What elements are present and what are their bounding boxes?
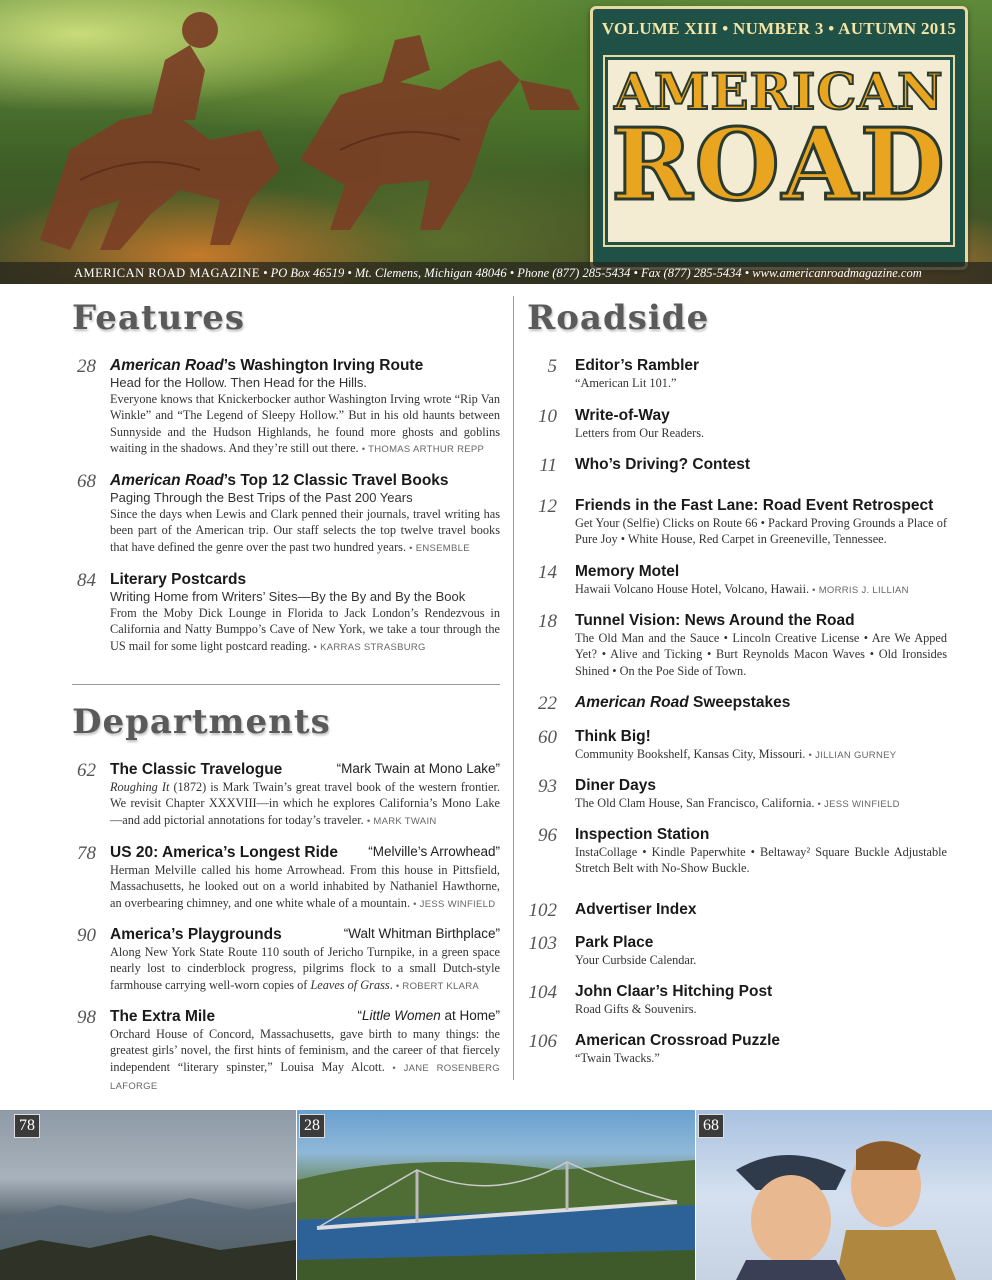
roadside-description: Letters from Our Readers. [575, 426, 705, 440]
roadside-item[interactable] [527, 611, 947, 679]
lewis-clark-caricature-image [696, 1110, 992, 1280]
page-number: 14 [538, 562, 557, 583]
page-number: 60 [538, 727, 557, 748]
roadside-item[interactable] [527, 496, 947, 548]
roadside-title: Memory Motel [575, 563, 680, 580]
brand-name-top: AMERICAN [614, 62, 944, 121]
feature-credit: • ENSEMBLE [409, 542, 470, 554]
photo-page-badge: 28 [299, 1114, 325, 1138]
feature-title: American Road’s Top 12 Classic Travel Books [110, 472, 449, 489]
department-description: Along New York State Route 110 south of Jericho Turnpike, in a green space nearly lost to cinderblock progress, pilgrims flock to a small Dutch-style farmhouse carrying well-worn copies of Leaves of Grass. • ROBERT KLARA [110, 945, 500, 992]
department-title: The Classic Travelogue [110, 761, 283, 778]
horseman-sculpture-image [0, 0, 600, 262]
page-number: 104 [528, 982, 557, 1003]
photo-page-badge: 78 [14, 1114, 40, 1138]
roadside-description: InstaCollage • Kindle Paperwhite • Beltaway² Square Buckle Adjustable Stretch Belt with No-Show Buckle. [575, 845, 947, 876]
feature-credit: • THOMAS ARTHUR REPP [361, 444, 485, 456]
photo-lewis-clark-illustration[interactable] [696, 1110, 992, 1280]
page-number: 106 [528, 1031, 557, 1052]
feature-description: From the Moby Dick Lounge in Florida to Jack London’s Rendezvous in California and Natty Bumppo’s Cave of New York, we take a tour through the US mail for some light postcard reading. • KARRAS STRASBURG [110, 606, 500, 653]
page-number: 12 [538, 496, 557, 517]
roadside-title: Editor’s Rambler [575, 357, 700, 374]
roadside-description: Get Your (Selfie) Clicks on Route 66 • Packard Proving Grounds a Place of Pure Joy • White House, Red Carpet in Greeneville, Tennessee. [575, 516, 947, 547]
feature-subtitle: Paging Through the Best Trips of the Past 200 Years [110, 490, 413, 505]
roadside-description: Community Bookshelf, Kansas City, Missouri. • JILLIAN GURNEY [575, 747, 897, 761]
address-brand: AMERICAN ROAD MAGAZINE [74, 266, 260, 280]
roadside-item[interactable] [527, 1031, 947, 1066]
masthead [590, 6, 968, 270]
roadside-description: “American Lit 101.” [575, 376, 677, 390]
feature-description: Everyone knows that Knickerbocker author Washington Irving wrote “Rip Van Winkle” and “The Legend of Sleepy Hollow.” But in his old haunts between Sunnyside and the Hudson Highlands, he found more ghosts and goblins waiting in the shadows. And they’re still out there. • THOMAS ARTHUR REPP [110, 392, 500, 456]
roadside-title: American Crossroad Puzzle [575, 1032, 781, 1049]
roadside-item[interactable] [527, 693, 947, 712]
roadside-title: Inspection Station [575, 826, 710, 843]
mountain-silhouette-image [0, 1110, 296, 1280]
roadside-item[interactable] [527, 825, 947, 877]
photo-mountains[interactable] [0, 1110, 296, 1280]
roadside-title: Write-of-Way [575, 407, 670, 424]
cover-header [0, 0, 992, 284]
feature-item[interactable] [72, 570, 500, 656]
page-number: 102 [528, 900, 557, 921]
issue-volume: VOLUME XIII • NUMBER 3 • AUTUMN 2015 [601, 19, 957, 38]
features-heading: Features [72, 298, 246, 338]
bridge-river-image [297, 1110, 695, 1280]
page-number: 96 [538, 825, 557, 846]
roadside-credit: • JILLIAN GURNEY [808, 750, 897, 761]
roadside-title: Friends in the Fast Lane: Road Event Retrospect [575, 497, 934, 514]
roadside-item[interactable] [527, 982, 947, 1017]
page-number: 5 [547, 356, 557, 377]
section-divider [72, 684, 500, 685]
feature-item[interactable] [72, 471, 500, 557]
feature-subtitle: Writing Home from Writers’ Sites—By the By and By the Book [110, 589, 466, 604]
department-tag: “Melville’s Arrowhead” [368, 844, 500, 859]
page-number: 84 [77, 570, 96, 591]
roadside-title: Who’s Driving? Contest [575, 456, 751, 473]
column-divider [513, 296, 514, 1080]
page-number: 103 [528, 933, 557, 954]
department-tag: “Mark Twain at Mono Lake” [336, 761, 500, 776]
department-description: Orchard House of Concord, Massachusetts, gave birth to many things: the greatest girls’ novel, the first hints of feminism, and the career of that fiercely independent “literary spinster,” Louisa May Alcott. • JANE ROSENBERG LAFORGE [110, 1027, 500, 1093]
page-number: 18 [538, 611, 557, 632]
left-column [72, 298, 501, 1093]
department-description: Roughing It (1872) is Mark Twain’s great travel book of the western frontier. We revisit Chapter XXXVIII—in which he explores California’s Mono Lake—and add pictorial annotations for today’s traveler. • MARK TWAIN [110, 780, 501, 827]
roadside-item[interactable] [527, 727, 947, 764]
department-item[interactable] [72, 843, 500, 913]
department-item[interactable] [72, 925, 500, 995]
photo-bridge[interactable] [297, 1110, 695, 1280]
roadside-description: Your Curbside Calendar. [575, 953, 697, 967]
roadside-description: The Old Clam House, San Francisco, California. • JESS WINFIELD [575, 796, 900, 810]
department-title: The Extra Mile [110, 1008, 216, 1025]
roadside-item[interactable] [527, 356, 947, 391]
right-column [527, 298, 947, 1065]
page-number: 62 [77, 760, 96, 781]
roadside-title: John Claar’s Hitching Post [575, 983, 773, 1000]
brand-name-bottom: ROAD [611, 108, 947, 223]
roadside-description: “Twain Twacks.” [575, 1051, 660, 1065]
department-credit: • JANE ROSENBERG LAFORGE [110, 1062, 500, 1093]
roadside-credit: • JESS WINFIELD [817, 799, 900, 810]
feature-subtitle: Head for the Hollow. Then Head for the Hills. [110, 375, 368, 390]
roadside-description: The Old Man and the Sauce • Lincoln Creative License • Are We Apped Yet? • Alive and Ticking • Burt Reynolds Macon Waves • Old Ironsides Shined • On the Poe Side of Town. [575, 631, 947, 678]
roadside-item[interactable] [527, 900, 947, 919]
roadside-title: American Road Sweepstakes [575, 694, 791, 711]
photo-page-badge: 68 [698, 1114, 724, 1138]
feature-description: Since the days when Lewis and Clark penned their journals, travel writing has been part of the American trip. Our staff selects the top twelve travel books that have defined the genre over the past two hundred years. • ENSEMBLE [110, 507, 500, 554]
roadside-description: Road Gifts & Souvenirs. [575, 1002, 697, 1016]
page-number: 22 [538, 693, 557, 714]
roadside-item[interactable] [527, 776, 947, 813]
roadside-title: Advertiser Index [575, 901, 697, 918]
page-number: 68 [77, 471, 96, 492]
department-tag: “Little Women at Home” [357, 1008, 500, 1023]
roadside-credit: • MORRIS J. LILLIAN [812, 585, 909, 596]
roadside-title: Tunnel Vision: News Around the Road [575, 612, 855, 629]
department-credit: • JESS WINFIELD [413, 898, 496, 910]
department-description: Herman Melville called his home Arrowhead. From this house in Pittsfield, Massachusetts, he looked out on a world inhabited by Nathaniel Hawthorne, an overbearing chimney, and one white whale of a mountain. • JESS WINFIELD [110, 863, 500, 910]
roadside-item[interactable] [527, 933, 947, 968]
roadside-title: Park Place [575, 934, 654, 951]
departments-heading: Departments [72, 702, 331, 742]
page-number: 28 [77, 356, 96, 377]
page-number: 93 [538, 776, 557, 797]
department-tag: “Walt Whitman Birthplace” [343, 926, 500, 941]
roadside-description: Hawaii Volcano House Hotel, Volcano, Hawaii. • MORRIS J. LILLIAN [575, 582, 909, 596]
department-item[interactable] [72, 760, 500, 830]
page-number: 98 [77, 1007, 96, 1028]
feature-title: Literary Postcards [110, 571, 247, 588]
feature-title: American Road’s Washington Irving Route [110, 357, 424, 374]
page-number: 10 [538, 406, 557, 427]
department-title: US 20: America’s Longest Ride [110, 844, 338, 861]
roadside-item[interactable] [527, 455, 947, 474]
address-bar [0, 262, 992, 284]
department-item[interactable] [72, 1007, 500, 1096]
page-number: 78 [77, 843, 96, 864]
feature-item[interactable] [72, 356, 500, 459]
roadside-heading: Roadside [527, 298, 710, 338]
roadside-item[interactable] [527, 406, 947, 441]
page-number: 11 [539, 455, 557, 476]
roadside-item[interactable] [527, 562, 947, 599]
department-title: America’s Playgrounds [110, 926, 282, 943]
address-details: • PO Box 46519 • Mt. Clemens, Michigan 48046 • Phone (877) 285-5434 • Fax (877) 285-5434 • www.americanroadmagazine.com [260, 266, 922, 280]
department-credit: • MARK TWAIN [366, 815, 437, 827]
roadside-title: Diner Days [575, 777, 656, 794]
roadside-title: Think Big! [575, 728, 651, 745]
masthead-logo-panel [605, 57, 953, 245]
page-number: 90 [77, 925, 96, 946]
feature-credit: • KARRAS STRASBURG [313, 641, 426, 653]
department-credit: • ROBERT KLARA [395, 980, 480, 992]
